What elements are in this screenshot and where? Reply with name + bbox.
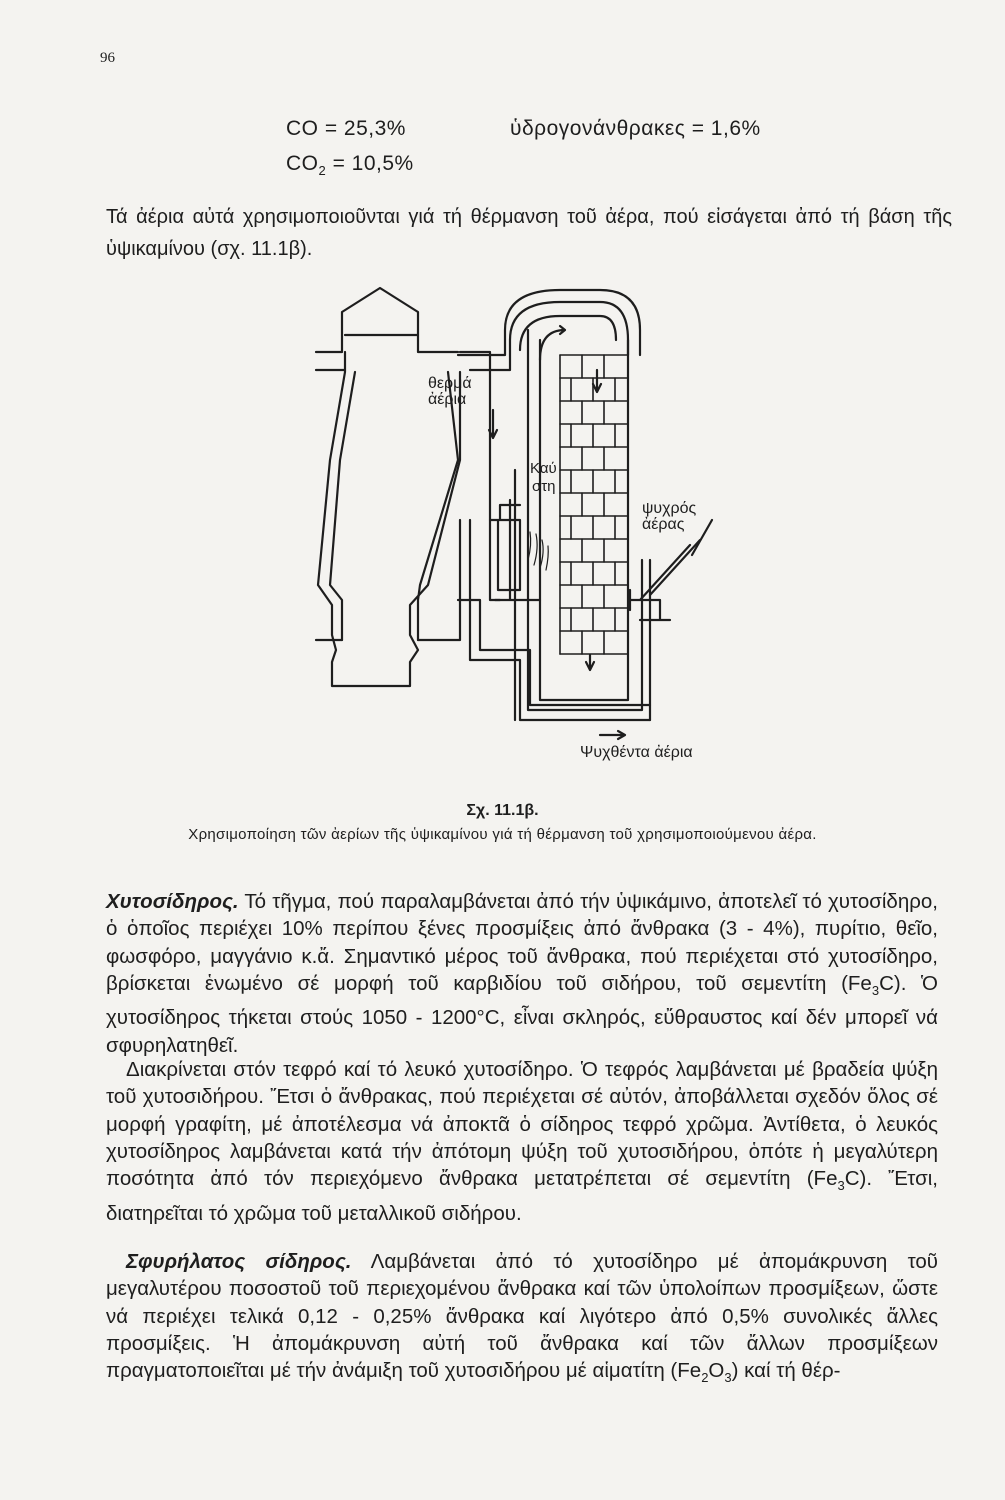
cast-iron-sub: 3 — [871, 982, 880, 998]
wrought-iron-text-2: ) καί τή θέρ- — [731, 1359, 841, 1383]
label-hot-gases-1: θερμά — [428, 375, 472, 392]
figure-caption-text: Χρησιμοποίηση τῶν ἀερίων τῆς ὑψικαμίνου γιά τή θέρμανση τοῦ χρησιμοποιούμενου ἀέρα. — [188, 826, 817, 843]
cast-iron-text-2: C). Ὁ χυτοσίδηρος τήκεται στούς 1050 - 1200°C, εἶναι σκληρός, εὔθραυστος καί δέν μπορεῖ νά σφυρηλατηθεῖ. — [106, 971, 938, 1057]
formula-co2 — [286, 152, 414, 178]
cast-iron-text-1: Τό τῆγμα, πού παραλαμβάνεται ἀπό τήν ὑψικάμινο, ἀποτελεῖ τό χυτοσίδηρο, ὁ ὁποῖος περιέχει 10% περίπου ξένες προσμίξεις ἀπό ἄνθρακα (3 - 4%), πυρίτιο, θεῖο, φωσφόρο, μαγγάνιο κ.ἄ. Σημαντικό μέρος τοῦ ἄνθρακα, πού περιέχεται στό χυτοσίδηρο, βρίσκεται ἑνωμένο σέ μορφή τοῦ καρβιδίου τοῦ σιδήρου, τοῦ σεμεντίτη (Fe — [106, 890, 938, 995]
label-cold-air-1: ψυχρός — [642, 500, 697, 517]
label-burner-2: στη — [532, 478, 556, 495]
label-hot-gases-2: ἀέρια — [428, 391, 467, 408]
arrow-down-bottom — [586, 655, 594, 670]
wrought-iron-term: Σφυρήλατος σίδηρος. — [126, 1250, 352, 1273]
wrought-iron-sub1: 2 — [701, 1370, 709, 1386]
grey-white-paragraph — [106, 1056, 938, 1227]
checker-bricks — [560, 355, 628, 654]
blast-furnace-diagram — [300, 280, 720, 780]
wrought-iron-text-1: Λαμβάνεται ἀπό τό χυτοσίδηρο μέ ἀπομάκρυνση τοῦ μεγαλυτέρου ποσοστοῦ τοῦ περιεχομένου ἄνθρακα καί τῶν ὑπολοίπων προσμίξεων, ὥστε νά περιέχει τελικά 0,12 - 0,25% ἄνθρακα καί λιγότερο ἀπό 0,5% συνολικές ἄλλες προσμίξεις. Ἡ ἀπομάκρυνση αὐτή τοῦ ἄνθρακα καί τῶν ἄλλων προσμίξεων πραγματοποιεῖται μέ τήν ἀνάμιξη τοῦ χυτοσιδήρου μέ αἱματίτη (Fe — [106, 1250, 938, 1383]
figure-caption-title: Σχ. 11.1β. — [466, 802, 539, 819]
label-cold-air-2: ἀέρας — [642, 516, 685, 533]
cold-air-pipe — [630, 540, 700, 620]
grey-white-text-1: Διακρίνεται στόν τεφρό καί τό λευκό χυτοσίδηρο. Ὁ τεφρός λαμβάνεται μέ βραδεία ψύξη τοῦ χυτοσιδήρου. Ἔτσι ὁ ἄνθρακας, πού περιέχεται σέ αὐτόν, ἀποβάλλεται σχεδόν ὅλος σέ μορφή γραφίτη, μέ ἀποτέλεσμα νά ἀποκτᾶ ὁ σίδηρος τεφρό χρῶμα. Ἀντίθετα, ὁ λευκός χυτοσίδηρος λαμβάνεται κατά τήν ἀπότομη ψύξη τοῦ χυτοσιδήρου, ὁπότε ἡ μεγαλύτερη ποσότητα ἀπό τόν περιεχόμενο ἄνθρακα μετατρέπεται σέ σεμεντίτη (Fe — [106, 1058, 938, 1191]
intro-paragraph: Τά ἀέρια αὐτά χρησιμοποιοῦνται γιά τή θέρμανση τοῦ ἀέρα, πού εἰσάγεται ἀπό τή βάση τῆς ὑψικαμίνου (σχ. 11.1β). — [106, 206, 952, 260]
wrought-iron-paragraph — [106, 1248, 938, 1392]
cast-iron-paragraph — [106, 888, 938, 1059]
formula-co2-prefix: CO — [286, 152, 319, 175]
cast-iron-term: Χυτοσίδηρος. — [106, 890, 239, 913]
formula-co: CO = 25,3% — [286, 117, 406, 140]
cold-air-arrow — [692, 520, 712, 555]
wrought-iron-sub2: 3 — [724, 1370, 732, 1386]
label-burner-1: Καύ — [530, 460, 557, 477]
flame — [528, 532, 548, 570]
furnace-inner — [330, 372, 458, 640]
formula-hydrocarbons: ὑδρογονάνθρακες = 1,6% — [510, 117, 761, 140]
formula-co2-sub: 2 — [318, 163, 327, 179]
page-number: 96 — [100, 50, 115, 66]
label-cooled-gases: Ψυχθέντα ἀέρια — [580, 744, 693, 761]
formula-co2-suffix: = 10,5% — [326, 152, 414, 175]
arrow-down-stove — [593, 370, 601, 392]
arrow-cooled — [600, 731, 625, 739]
grey-white-text-2: C). Ἔτσι, διατηρεῖται τό χρῶμα τοῦ μεταλλικοῦ σιδήρου. — [106, 1167, 938, 1225]
grey-white-sub: 3 — [837, 1178, 845, 1194]
wrought-iron-mid: O — [708, 1359, 725, 1383]
